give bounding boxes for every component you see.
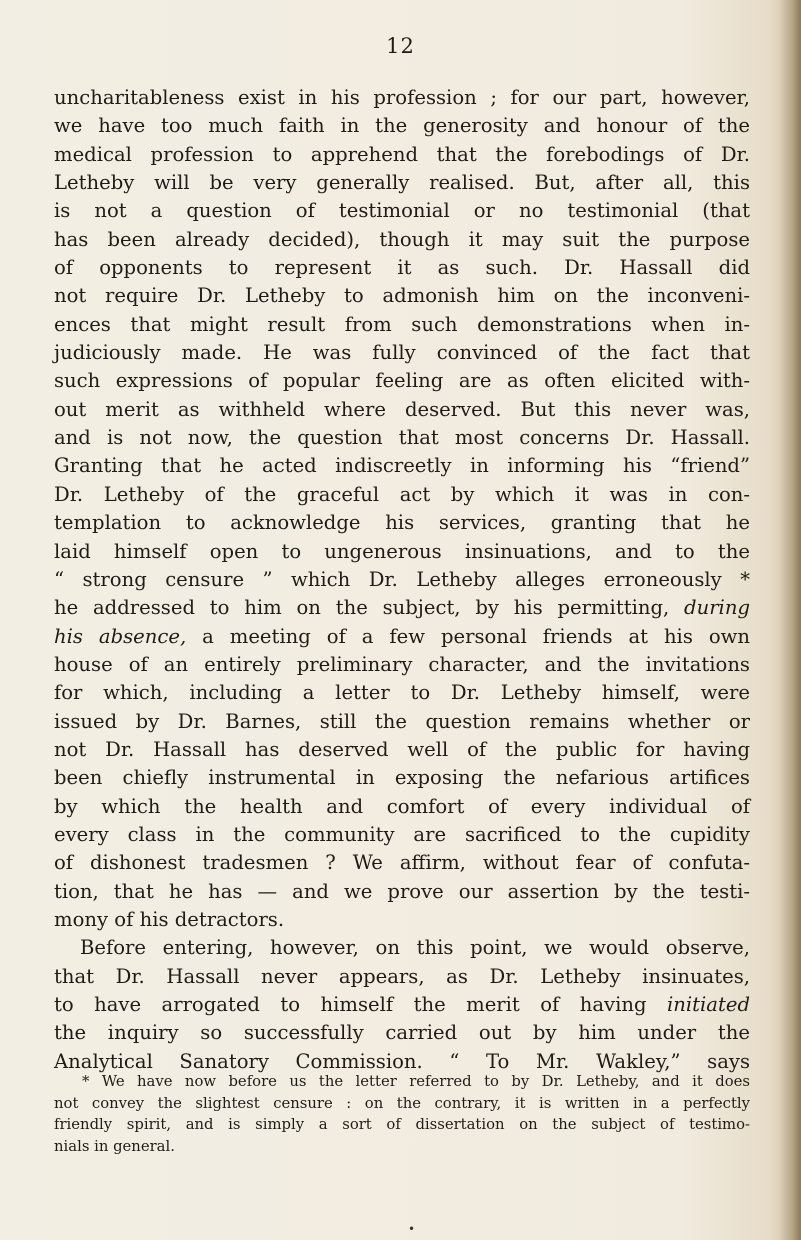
italic-text: his absence, bbox=[54, 624, 187, 648]
text-line: such expressions of popular feeling are as often elicited with- bbox=[54, 369, 750, 393]
text-segment: he addressed to him on the subject, by his permitting, bbox=[54, 596, 670, 620]
text-line: by which the health and comfort of every individual of bbox=[54, 794, 750, 818]
text-line: of opponents to represent it as such. Dr. Hassall did bbox=[54, 256, 750, 280]
text-line: judiciously made. He was fully convinced of the fact that bbox=[54, 341, 750, 365]
text-line: Before entering, however, on this point, we would observe, bbox=[80, 936, 750, 960]
text-line: Dr. Letheby of the graceful act by which it was in con- bbox=[54, 482, 750, 506]
text-line: that Dr. Hassall never appears, as Dr. Letheby insinuates, bbox=[54, 964, 750, 988]
text-line: tion, that he has — and we prove our assertion by the testi- bbox=[54, 879, 750, 903]
text-segment: a meeting of a few personal friends at his own bbox=[202, 624, 751, 648]
text-line: Granting that he acted indiscreetly in informing his “friend” bbox=[54, 454, 750, 478]
footnote-line: not convey the slightest censure : on the contrary, it is written in a perfectly bbox=[54, 1094, 750, 1112]
bottom-mark: • bbox=[408, 1222, 416, 1236]
text-line: “ strong censure ” which Dr. Letheby alleges erroneously * bbox=[54, 567, 750, 591]
footnote-line: friendly spirit, and is simply a sort of dissertation on the subject of testimo- bbox=[54, 1116, 750, 1133]
text-line: every class in the community are sacrificed to the cupidity bbox=[54, 822, 750, 846]
footnote bbox=[54, 1071, 750, 1157]
text-line: Letheby will be very generally realised. But, after all, this bbox=[54, 171, 750, 195]
text-line: Analytical Sanatory Commission. “ To Mr. Wakley,” says bbox=[54, 1049, 750, 1073]
text-line: not Dr. Hassall has deserved well of the public for having bbox=[54, 737, 750, 761]
italic-text: initiated bbox=[667, 993, 750, 1016]
text-segment: to have arrogated to himself the merit of having bbox=[54, 993, 647, 1016]
text-line bbox=[54, 594, 750, 622]
body-text bbox=[54, 84, 750, 1076]
text-line: for which, including a letter to Dr. Letheby himself, were bbox=[54, 681, 750, 705]
footnote-line: nials in general. bbox=[54, 1137, 175, 1155]
text-line: the inquiry so successfully carried out by him under the bbox=[54, 1021, 750, 1045]
text-line: of dishonest tradesmen ? We affirm, without fear of confuta- bbox=[54, 851, 750, 875]
text-line: uncharitableness exist in his profession ; for our part, however, bbox=[54, 86, 750, 109]
text-line: is not a question of testimonial or no testimonial (that bbox=[54, 199, 750, 223]
text-line: been chiefly instrumental in exposing the nefarious artifices bbox=[54, 766, 750, 790]
text-line: house of an entirely preliminary character, and the invitations bbox=[54, 652, 750, 676]
text-line bbox=[54, 991, 750, 1019]
italic-text: during bbox=[684, 596, 750, 620]
text-line: issued by Dr. Barnes, still the question remains whether or bbox=[54, 709, 750, 733]
text-line: not require Dr. Letheby to admonish him on the inconveni- bbox=[54, 284, 750, 308]
page-number: 12 bbox=[386, 34, 415, 58]
text-line: out merit as withheld where deserved. But this never was, bbox=[54, 397, 750, 421]
text-line: mony of his detractors. bbox=[54, 907, 285, 931]
text-line: laid himself open to ungenerous insinuations, and to the bbox=[54, 539, 750, 563]
text-line: has been already decided), though it may suit the purpose bbox=[54, 227, 750, 251]
page-edge-shadow bbox=[779, 0, 801, 1240]
text-line: medical profession to apprehend that the forebodings of Dr. bbox=[54, 142, 750, 166]
text-line bbox=[54, 623, 750, 651]
text-line: and is not now, the question that most concerns Dr. Hassall. bbox=[54, 426, 750, 450]
text-line: templation to acknowledge his services, granting that he bbox=[54, 511, 750, 535]
footnote-line: * We have now before us the letter referred to by Dr. Letheby, and it does bbox=[82, 1073, 750, 1090]
text-line: we have too much faith in the generosity and honour of the bbox=[54, 114, 750, 138]
text-line: ences that might result from such demonstrations when in- bbox=[54, 312, 750, 336]
